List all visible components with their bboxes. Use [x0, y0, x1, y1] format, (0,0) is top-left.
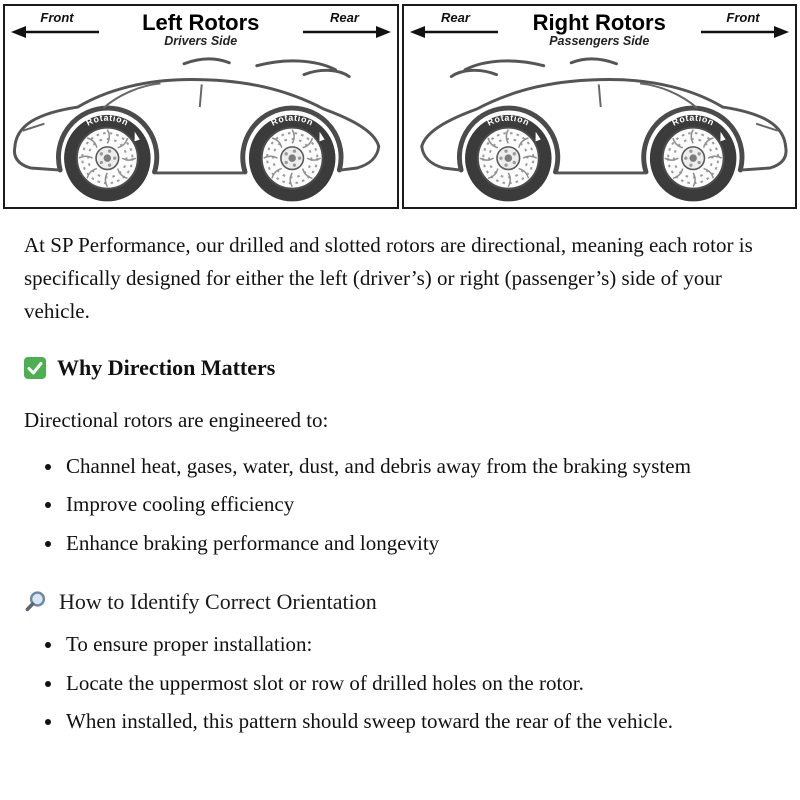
rotation-label-rear-wheel: Rotation: [269, 112, 316, 128]
list-item: • Locate the uppermost slot or row of drilled holes on the rotor.: [64, 668, 776, 700]
section-heading-identify-orientation: [24, 589, 776, 615]
article-body: [0, 229, 800, 764]
rotation-label-rear-wheel: Rotation: [669, 112, 716, 128]
right-rotors-panel: [402, 4, 798, 209]
arrow-left-icon: [410, 25, 502, 39]
arrow-right-icon: [299, 25, 391, 39]
left-panel-front-direction: [11, 11, 103, 39]
rotor-direction-diagram: [3, 4, 797, 209]
check-mark-icon: [24, 357, 46, 379]
section-heading-why-direction-matters: [24, 355, 776, 381]
list-item: • When installed, this pattern should sweep toward the rear of the vehicle.: [64, 706, 776, 738]
right-panel-subtitle: Passengers Side: [549, 34, 650, 49]
orientation-steps-list: [24, 629, 776, 738]
list-item: • Channel heat, gases, water, dust, and debris away from the braking system: [64, 451, 776, 483]
rear-label: Rear: [441, 10, 470, 25]
magnifier-icon: [24, 590, 48, 614]
arrow-right-icon: [697, 25, 789, 39]
intro-paragraph: At SP Performance, our drilled and slotted rotors are directional, meaning each rotor is specifically designed for either the left (driver’s) or right (passenger’s) side of your vehicle.: [24, 233, 753, 323]
left-rotors-panel: [3, 4, 399, 209]
left-car-illustration: [9, 50, 393, 207]
front-label: Front: [726, 10, 760, 25]
engineered-to-lead: Directional rotors are engineered to:: [24, 408, 329, 433]
section-heading-text: Why Direction Matters: [57, 355, 276, 381]
section-heading-text: How to Identify Correct Orientation: [59, 589, 377, 615]
right-car-illustration: [408, 50, 792, 207]
left-panel-title: Left Rotors: [142, 10, 260, 35]
front-label: Front: [40, 10, 74, 25]
direction-benefits-list: [24, 451, 776, 560]
left-panel-titles: [103, 11, 299, 48]
right-panel-front-direction: [697, 11, 789, 39]
list-item: • To ensure proper installation:: [64, 629, 776, 661]
left-panel-header: [9, 9, 393, 48]
list-item: • Enhance braking performance and longevity: [64, 528, 776, 560]
list-item: • Improve cooling efficiency: [64, 489, 776, 521]
left-panel-rear-direction: [299, 11, 391, 39]
rotation-label-front-wheel: Rotation: [84, 112, 131, 128]
rear-label: Rear: [330, 10, 359, 25]
rotation-label-front-wheel: Rotation: [484, 112, 531, 128]
left-panel-subtitle: Drivers Side: [164, 34, 238, 49]
right-panel-titles: [502, 11, 698, 48]
right-panel-title: Right Rotors: [532, 10, 666, 35]
arrow-left-icon: [11, 25, 103, 39]
right-panel-header: [408, 9, 792, 48]
right-panel-rear-direction: [410, 11, 502, 39]
